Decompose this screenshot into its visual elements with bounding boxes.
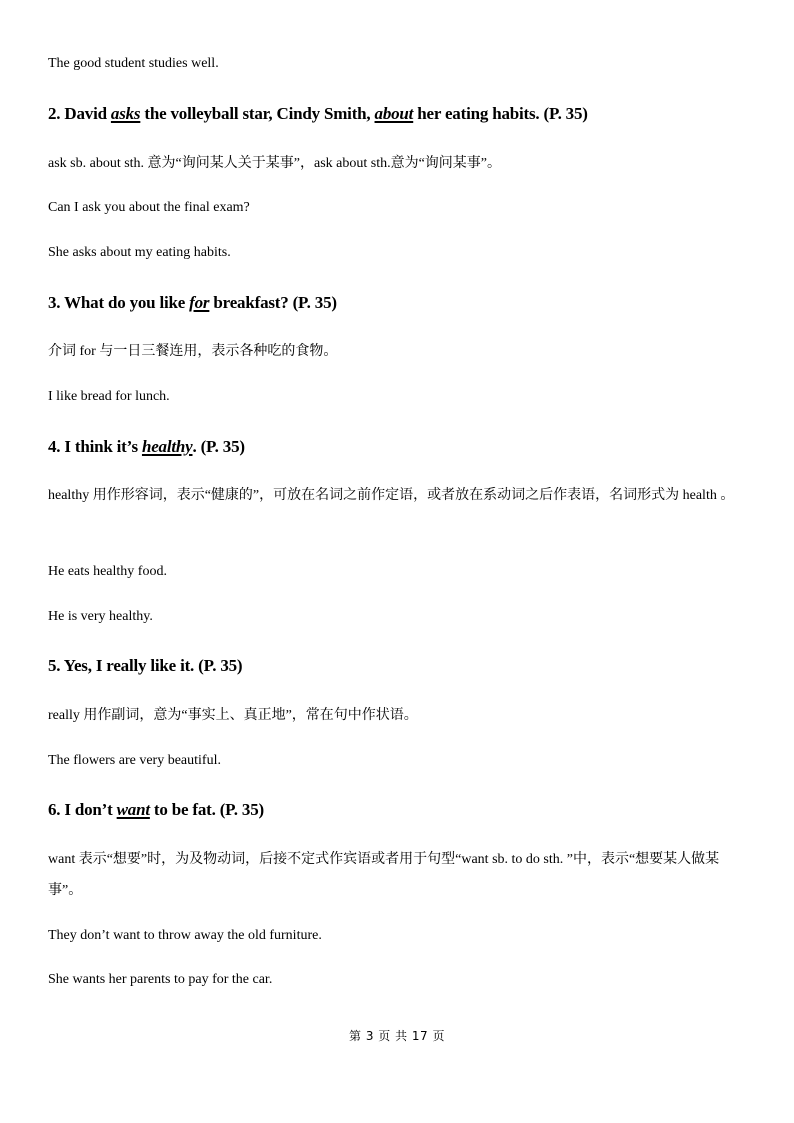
example-sentence: She wants her parents to pay for the car.	[48, 972, 273, 987]
example-sentence: The flowers are very beautiful.	[48, 753, 221, 768]
example-sentence: She asks about my eating habits.	[48, 245, 231, 260]
heading-keyword: for	[189, 293, 210, 312]
section-heading-3	[48, 293, 748, 313]
page-number-footer: 第 3 页 共 17 页	[349, 1029, 445, 1043]
explanation-text: really 用作副词，意为“事实上、真正地”，常在句中作状语。	[48, 708, 418, 723]
heading-text: breakfast? (P. 35)	[209, 293, 337, 312]
explanation-text: want 表示“想要”时，为及物动词，后接不定式作宾语或者用于句型“want sb. to do sth. ”中，表示“想要某人做某事”。	[48, 852, 720, 898]
section-heading-6	[48, 800, 748, 820]
explanation-text: healthy 用作形容词，表示“健康的”，可放在名词之前作定语，或者放在系动词之后作表语，名词形式为 health 。	[48, 488, 735, 503]
example-sentence: I like bread for lunch.	[48, 389, 170, 404]
section-heading-5: 5. Yes, I really like it. (P. 35)	[48, 656, 243, 675]
heading-keyword: healthy	[141, 437, 193, 456]
section-heading-2	[48, 104, 748, 124]
heading-text: her eating habits. (P. 35)	[413, 104, 588, 123]
example-sentence: They don’t want to throw away the old furniture.	[48, 928, 322, 943]
heading-text: 6. I don’t	[48, 800, 117, 819]
heading-text: 4. I think it’s	[48, 437, 142, 456]
heading-text: 2. David	[48, 104, 111, 123]
section-heading-4	[48, 437, 748, 457]
heading-text: 3. What do you like	[48, 293, 190, 312]
heading-text: . (P. 35)	[192, 437, 245, 456]
heading-keyword: about	[374, 104, 414, 123]
heading-text: the volleyball star, Cindy Smith,	[140, 104, 375, 123]
example-sentence: Can I ask you about the final exam?	[48, 200, 250, 215]
heading-keyword: asks	[110, 104, 141, 123]
example-sentence: He eats healthy food.	[48, 564, 167, 579]
heading-keyword: want	[116, 800, 150, 819]
explanation-text: ask sb. about sth. 意为“询问某人关于某事”，ask about sth.意为“询问某事”。	[48, 156, 502, 171]
example-sentence: The good student studies well.	[48, 56, 219, 71]
heading-text: to be fat. (P. 35)	[149, 800, 264, 819]
example-sentence: He is very healthy.	[48, 609, 153, 624]
explanation-text: 介词 for 与一日三餐连用，表示各种吃的食物。	[48, 344, 338, 359]
